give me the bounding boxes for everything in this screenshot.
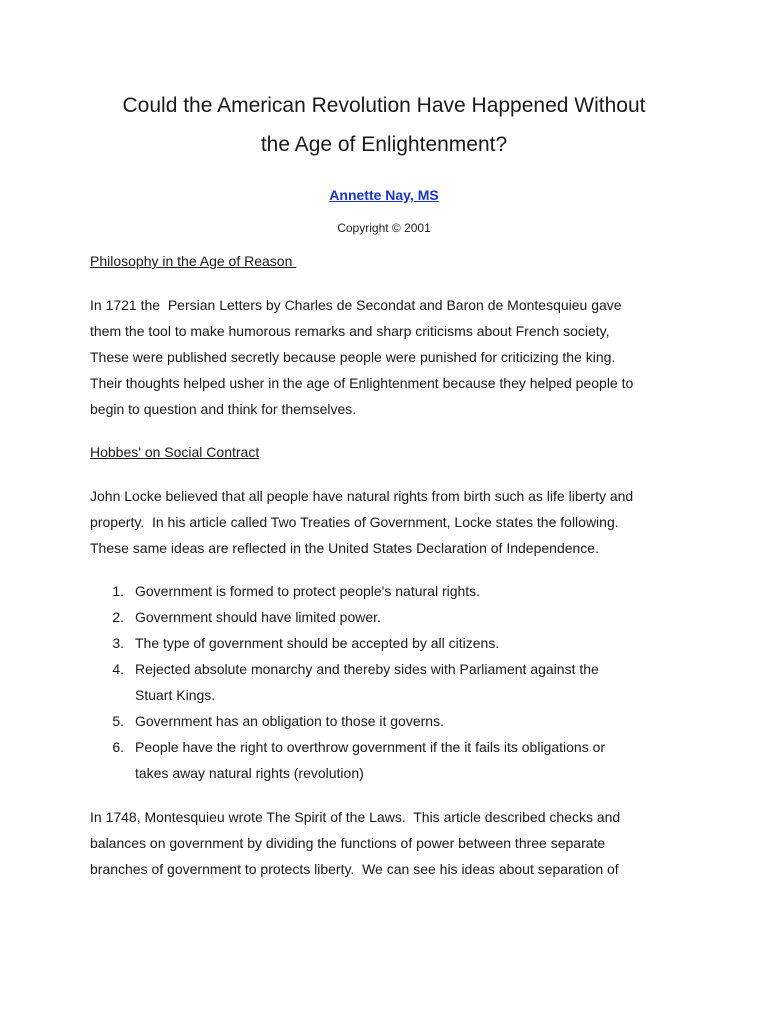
list-item-number: 3. <box>112 635 124 651</box>
paragraph-locke <box>90 483 690 561</box>
paragraph-line: In 1721 the Persian Letters by Charles de Secondat and Baron de Montesquieu gave <box>90 297 622 313</box>
list-item-line: Government is formed to protect people's natural rights. <box>135 583 481 599</box>
copyright-notice: Copyright © 2001 <box>337 221 431 235</box>
paragraph-montesquieu <box>90 804 690 882</box>
author-link[interactable]: Annette Nay, MS <box>329 187 439 203</box>
list-item-line: Rejected absolute monarchy and thereby sides with Parliament against the <box>135 661 599 677</box>
title-line: Could the American Revolution Have Happened Without <box>122 94 646 117</box>
document-title <box>60 86 708 164</box>
list-item-line: People have the right to overthrow government if the it fails its obligations or <box>135 739 606 755</box>
paragraph-line: In 1748, Montesquieu wrote The Spirit of the Laws. This article described checks and <box>90 809 621 825</box>
paragraph-line: begin to question and think for themselves. <box>90 401 357 417</box>
paragraph-line: branches of government to protects liberty. We can see his ideas about separation of <box>90 861 619 877</box>
list-item <box>90 630 690 656</box>
list-item-number: 4. <box>112 661 124 677</box>
list-item-line: Government should have limited power. <box>135 609 381 625</box>
list-item-line: The type of government should be accepted by all citizens. <box>135 635 500 651</box>
title-line: the Age of Enlightenment? <box>260 133 508 156</box>
paragraph-line: property. In his article called Two Treaties of Government, Locke states the following. <box>90 514 619 530</box>
list-item <box>90 604 690 630</box>
paragraph-line: them the tool to make humorous remarks and sharp criticisms about French society, <box>90 323 610 339</box>
author-line <box>0 185 768 205</box>
paragraph-line: These same ideas are reflected in the United States Declaration of Independence. <box>90 540 599 556</box>
list-item-line: Stuart Kings. <box>135 687 216 703</box>
list-item-number: 6. <box>112 739 124 755</box>
locke-principles-list <box>90 578 690 786</box>
list-item-line: Government has an obligation to those it governs. <box>135 713 444 729</box>
list-item <box>90 578 690 604</box>
list-item-number: 1. <box>112 583 124 599</box>
paragraph-line: John Locke believed that all people have natural rights from birth such as life liberty and <box>90 488 634 504</box>
list-item <box>90 708 690 734</box>
section-heading-social-contract: Hobbes' on Social Contract <box>90 444 260 460</box>
section-heading-philosophy: Philosophy in the Age of Reason <box>90 253 297 269</box>
list-item <box>90 734 690 786</box>
paragraph-line: These were published secretly because people were punished for criticizing the king. <box>90 349 616 365</box>
list-item-number: 2. <box>112 609 124 625</box>
paragraph-persian-letters <box>90 292 690 422</box>
list-item-line: takes away natural rights (revolution) <box>135 765 364 781</box>
list-item <box>90 656 690 708</box>
paragraph-line: balances on government by dividing the functions of power between three separate <box>90 835 606 851</box>
list-item-number: 5. <box>112 713 124 729</box>
paragraph-line: Their thoughts helped usher in the age of Enlightenment because they helped people to <box>90 375 634 391</box>
